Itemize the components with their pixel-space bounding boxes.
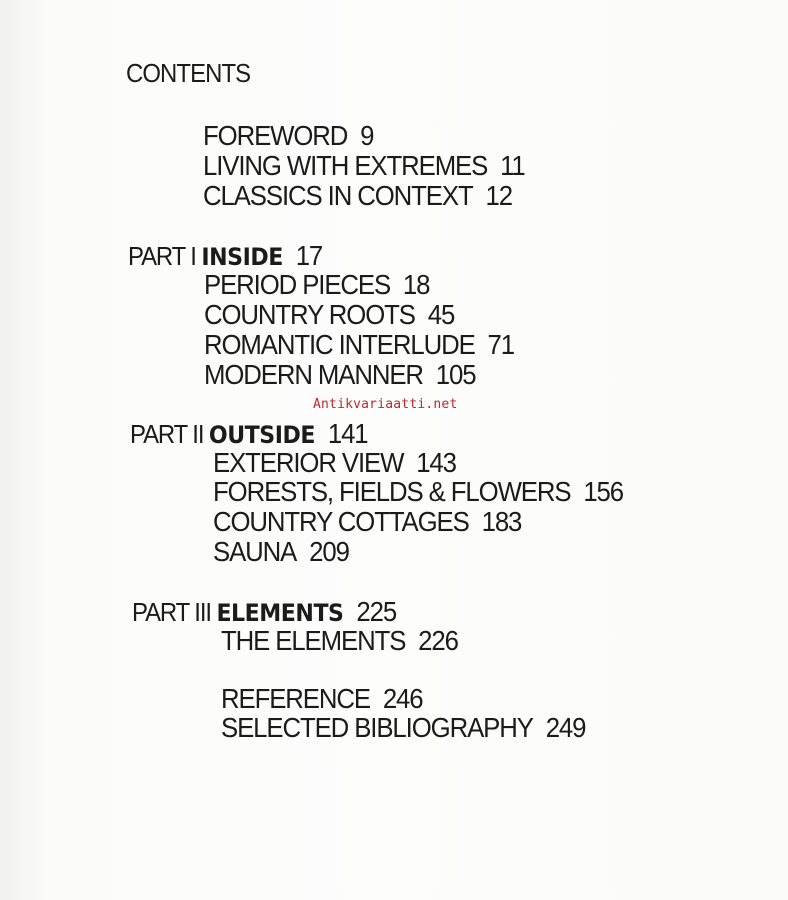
entry-title: CLASSICS IN CONTEXT (203, 180, 473, 211)
toc-entry-selected-bibliography (221, 712, 585, 744)
entry-title: FOREWORD (203, 120, 348, 151)
entry-page: 12 (485, 180, 512, 211)
watermark: Antikvariaatti.net (313, 397, 458, 412)
entry-title: FORESTS, FIELDS & FLOWERS (213, 476, 571, 507)
entry-page: 246 (382, 683, 423, 714)
entry-title: THE ELEMENTS (221, 625, 406, 656)
entry-title: SELECTED BIBLIOGRAPHY (221, 712, 533, 743)
entry-title: COUNTRY COTTAGES (213, 506, 469, 537)
entry-page: 183 (481, 506, 522, 537)
entry-page: 18 (402, 269, 430, 300)
contents-heading: CONTENTS (126, 58, 251, 88)
toc-entry-sauna (213, 536, 349, 568)
entry-title: SAUNA (213, 536, 297, 567)
toc-entry-forests-fields-flowers (213, 476, 623, 508)
part-label: PART I (128, 241, 196, 271)
entry-page: 71 (487, 329, 514, 360)
entry-title: MODERN MANNER (204, 359, 423, 390)
toc-entry-reference (221, 683, 422, 715)
entry-page: 45 (427, 299, 455, 330)
entry-page: 156 (583, 476, 623, 507)
entry-page: 9 (360, 120, 374, 151)
toc-entry-country-cottages (213, 506, 521, 538)
entry-page: 209 (309, 536, 349, 567)
entry-page: 143 (416, 447, 456, 478)
toc-entry-exterior-view (213, 447, 456, 479)
toc-entry-living-with-extremes (203, 150, 525, 182)
toc-entry-country-roots (204, 299, 454, 331)
part-page: 225 (356, 596, 397, 627)
entry-page: 226 (418, 625, 458, 656)
entry-page: 105 (435, 359, 476, 390)
entry-page: 249 (545, 712, 586, 743)
entry-title: EXTERIOR VIEW (213, 447, 404, 478)
toc-entry-classics-in-context (203, 180, 512, 212)
part-page: 141 (327, 418, 368, 449)
entry-title: REFERENCE (221, 683, 370, 714)
part-page: 17 (295, 240, 323, 271)
entry-title: PERIOD PIECES (204, 269, 391, 300)
part-title: OUTSIDE (208, 421, 315, 449)
toc-entry-foreword (203, 120, 373, 152)
toc-entry-period-pieces (204, 269, 429, 301)
part-title: INSIDE (201, 243, 283, 271)
entry-title: LIVING WITH EXTREMES (203, 150, 488, 181)
toc-entry-modern-manner (204, 359, 475, 391)
entry-title: ROMANTIC INTERLUDE (204, 329, 475, 360)
part-label: PART III (132, 597, 211, 627)
entry-page: 11 (500, 150, 525, 181)
part-title: ELEMENTS (216, 599, 344, 627)
toc-entry-romantic-interlude (204, 329, 514, 361)
part-heading-elements (132, 596, 396, 628)
entry-title: COUNTRY ROOTS (204, 299, 415, 330)
toc-entry-the-elements (221, 625, 458, 657)
part-label: PART II (130, 419, 204, 449)
part-heading-inside (128, 240, 322, 272)
part-heading-outside (130, 418, 368, 450)
